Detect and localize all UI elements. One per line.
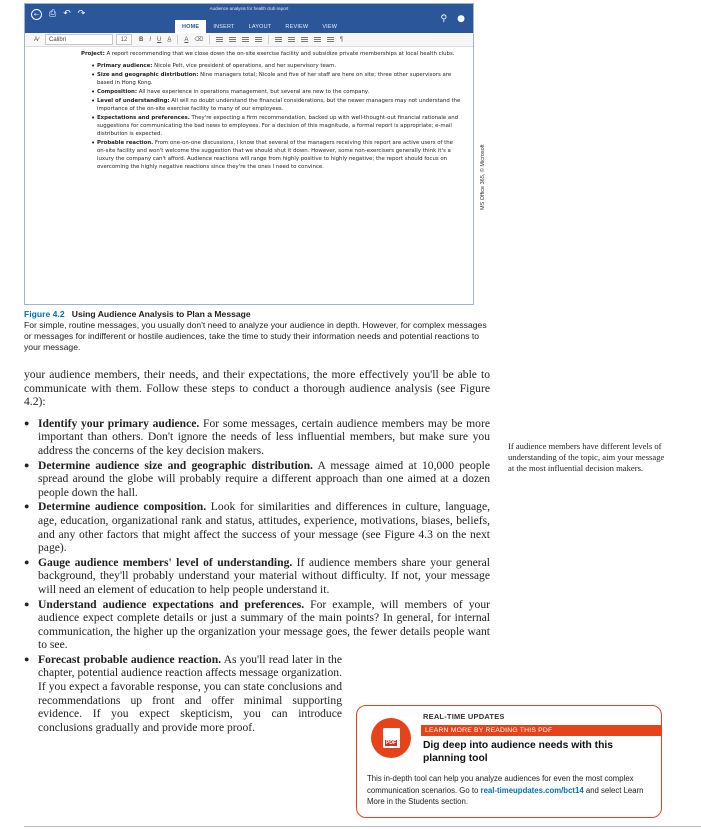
realtime-updates-box <box>356 705 662 818</box>
document-icon <box>383 728 400 748</box>
bullet-text: All will no doubt understand the financial considerations, but the newer managers may not understand the importance of the on-site exercise facility to many of our employees. <box>97 98 461 112</box>
step-lead: Forecast probable audience reaction. <box>38 652 222 666</box>
tab-review[interactable]: REVIEW <box>285 24 309 30</box>
list-item <box>91 139 461 171</box>
document-page[interactable] <box>81 50 461 172</box>
font-color-button[interactable]: A <box>184 36 189 43</box>
pdf-icon[interactable] <box>371 718 411 758</box>
tab-insert[interactable]: INSERT <box>213 24 235 30</box>
align-left-icon[interactable] <box>213 34 226 45</box>
step-lead: Understand audience expectations and preferences. <box>38 597 305 611</box>
project-paragraph <box>81 50 461 58</box>
step-text: If audience members share your general background, they'll probably understand your material without difficulty. If not, your message will need an element of education to help people understand it. <box>38 555 490 596</box>
list-item <box>91 62 461 70</box>
realtime-headline: Dig deep into audience needs with this planning tool <box>423 740 613 764</box>
divider <box>177 35 178 44</box>
bullet-lead: Level of understanding: <box>97 98 170 104</box>
share-user-icon[interactable]: ● <box>457 14 465 24</box>
step-text: A message aimed at 10,000 people spread around the globe will probably require a different approach than one aimed at a dozen people down the hall. <box>38 458 490 499</box>
tab-layout[interactable]: LAYOUT <box>248 24 272 30</box>
numbering-icon[interactable] <box>298 34 311 45</box>
font-name-select[interactable]: Calibri <box>45 34 113 45</box>
align-center-icon[interactable] <box>226 34 239 45</box>
bold-button[interactable]: B <box>139 36 144 43</box>
realtime-text-end: and select Learn More in the Students section. <box>367 785 644 806</box>
steps-list <box>24 417 490 735</box>
margin-note: If audience members have different levels of understanding of the topic, aim your message at the most influential decision makers. <box>508 441 665 473</box>
search-icon[interactable]: ⚲ <box>440 14 448 24</box>
divider <box>268 35 269 44</box>
list-item <box>91 114 461 138</box>
realtime-text <box>367 773 657 808</box>
tab-view[interactable]: VIEW <box>322 24 338 30</box>
back-circle-icon[interactable]: ← <box>31 9 42 20</box>
figure-caption-text: For simple, routine messages, you usually don't need to analyze your audience in depth. However, for complex messages or messages for indifferent or hostile audiences, take the time to study their information needs and potential reactions to your message. <box>24 320 487 352</box>
align-right-icon[interactable] <box>239 34 252 45</box>
list-item <box>91 88 461 96</box>
list-item <box>24 556 490 597</box>
decrease-indent-icon[interactable] <box>311 34 324 45</box>
step-lead: Identify your primary audience. <box>38 416 200 430</box>
divider <box>209 35 210 44</box>
titlebar-right-icons <box>441 14 465 24</box>
bullet-lead: Primary audience: <box>97 63 153 69</box>
list-item <box>24 417 490 458</box>
step-lead: Determine audience size and geographic distribution. <box>38 458 313 472</box>
bullet-text: They're expecting a firm recommendation, backed up with well-thought-out financial rationale and suggestions for communicating the bad news to employees. For a decision of this magnitude, a formal report is appropriate; e-mail distribution is expected. <box>97 115 459 137</box>
bullet-lead: Composition: <box>97 89 138 95</box>
tab-home[interactable]: HOME <box>175 20 206 33</box>
bullet-text: Nicole Pelt, vice president of operations, and her supervisory team. <box>152 63 337 69</box>
highlight-icon[interactable]: A̲ <box>167 36 172 43</box>
project-label: Project: <box>81 51 105 57</box>
list-item <box>24 598 490 652</box>
step-lead: Gauge audience members' level of understanding. <box>38 555 293 569</box>
page-divider <box>24 826 701 827</box>
font-size-select[interactable]: 12 <box>116 34 132 45</box>
bullet-lead: Probable reaction. <box>97 140 154 146</box>
bullet-text: From one-on-one discussions, I know that several of the managers receiving this report are active users of the on-site facility and won't welcome the suggestion that we should shut it down. However, some non-exercisers generally think it's a luxury the company can't afford. Audience reactions will range from highly positive to highly negative; the report should focus on overcoming the highly negative reactions since they're the ones I need to convince. <box>97 140 453 170</box>
pdf-icon-label: PDF <box>386 740 396 746</box>
list-item <box>24 653 342 735</box>
increase-indent-icon[interactable] <box>324 34 337 45</box>
list-item <box>24 500 490 554</box>
clear-format-icon[interactable]: ⌫ <box>194 37 203 43</box>
save-icon[interactable]: ⎙ <box>49 9 57 19</box>
project-text: A report recommending that we close down the on-site exercise facility and subsidize private memberships at local health clubs. <box>104 51 455 57</box>
step-text: Look for similarities and differences in culture, language, age, education, organizational rank and status, attitudes, experience, motivations, biases, beliefs, and any other factors that might affect the success of your message (see Figure 4.3 on the next page). <box>38 500 490 555</box>
italic-button[interactable]: I <box>149 36 152 43</box>
justify-icon[interactable] <box>252 34 265 45</box>
step-text: As you'll read later in the chapter, potential audience reaction affects message organization. If you expect a favorable response, you can state conclusions and recommendations up front and offer minimal supporting evidence. If you expect skepticism, you can introduce conclusions gradually and provide more proof. <box>38 652 342 734</box>
figure-caption <box>24 309 494 353</box>
figure-number: Figure 4.2 <box>24 309 65 319</box>
bullets-icon[interactable] <box>285 34 298 45</box>
step-text: For some messages, certain audience members may be more important than others. Don't ignore the needs of less influential members, but make sure you address the concerns of the key decision makers. <box>38 416 490 457</box>
step-lead: Determine audience composition. <box>38 500 207 514</box>
formatting-ribbon <box>25 33 473 47</box>
line-spacing-icon[interactable] <box>272 34 285 45</box>
underline-button[interactable]: U <box>157 36 162 43</box>
bullet-lead: Expectations and preferences. <box>97 115 190 121</box>
document-title: Audience analysis for health club report <box>209 6 289 11</box>
bullet-text: Nine managers total; Nicole and five of her staff are here on site; three other supervisors are based in Hong Kong. <box>97 72 452 86</box>
word-window-figure <box>24 3 474 305</box>
analysis-list <box>81 62 461 171</box>
list-item <box>24 459 490 500</box>
word-titlebar <box>25 4 473 33</box>
redo-icon[interactable]: ↷ <box>77 9 86 19</box>
paragraph-mark-icon[interactable]: ¶ <box>339 36 344 43</box>
list-item <box>91 97 461 113</box>
list-item <box>91 71 461 87</box>
step-text: For example, will members of your audience expect complete details or just a summary of the main points? In general, for internal communication, the higher up the organization your message goes, the fewer details people want to see. <box>38 597 490 652</box>
intro-paragraph: your audience members, their needs, and their expectations, the more effectively you'll be able to communicate with them. Follow these steps to conduct a thorough audience analysis (see Figure 4.2): <box>24 368 490 409</box>
realtime-bar: LEARN MORE BY READING THIS PDF <box>421 725 661 736</box>
realtime-link[interactable]: real-timeupdates.com/bct14 <box>480 785 584 795</box>
realtime-label: REAL-TIME UPDATES <box>423 712 505 721</box>
image-credit: MS Office 365, © Microsoft <box>480 144 486 210</box>
body-text <box>24 368 490 735</box>
realtime-text-start: This in-depth tool can help you analyze audiences for even the most complex communication scenarios. Go to <box>367 774 634 795</box>
font-style-icon[interactable]: A∕ <box>34 36 40 43</box>
bullet-text: All have experience in operations management, but several are new to the company. <box>137 89 370 95</box>
ribbon-tabs <box>175 20 344 33</box>
bullet-lead: Size and geographic distribution: <box>97 72 199 78</box>
undo-icon[interactable]: ↶ <box>63 9 71 19</box>
figure-title: Using Audience Analysis to Plan a Message <box>71 309 251 319</box>
